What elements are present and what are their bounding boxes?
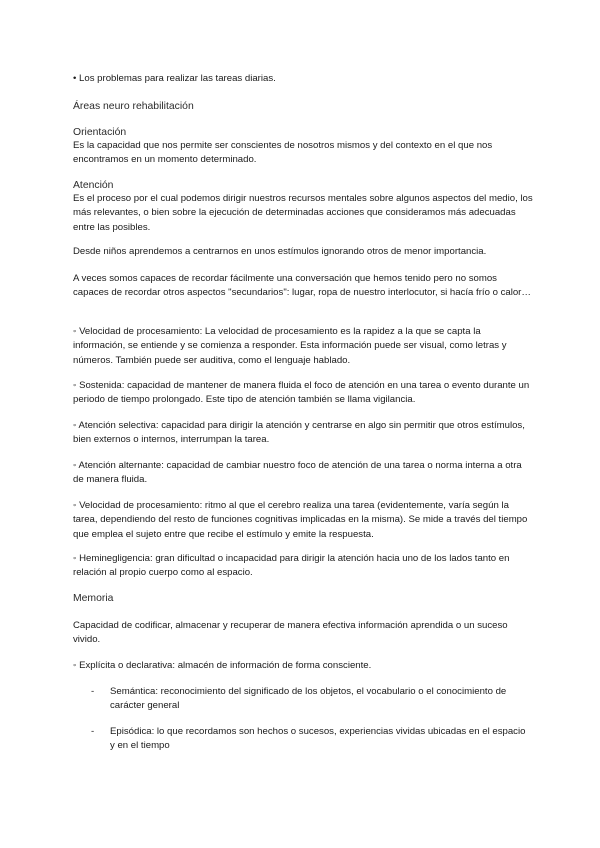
bullet-heminegligencia: ◦ Heminegligencia: gran dificultad o incapacidad para dirigir la atención hacia uno de los lados tanto en relación al propio cuerpo como al espacio. — [73, 553, 510, 579]
bullet-atencion-alternante: ◦ Atención alternante: capacidad de cambiar nuestro foco de atención de una tarea o norma interna a otra de manera fluida. — [73, 460, 522, 486]
paragraph-memoria: Capacidad de codificar, almacenar y recuperar de manera efectiva información aprendida o un suceso vivido. — [73, 620, 508, 646]
sublist-item-semantica — [91, 685, 531, 714]
sublist-item-episodica — [91, 725, 531, 754]
paragraph-orientacion: Es la capacidad que nos permite ser conscientes de nosotros mismos y del contexto en el que nos encontramos en un momento determinado. — [73, 140, 493, 166]
paragraph-atencion: Es el proceso por el cual podemos dirigir nuestros recursos mentales sobre algunos aspectos del medio, los más relevantes, o bien sobre la ejecución de determinadas acciones que consideramos más adecuadas entre las posibles. — [73, 193, 533, 233]
dash-marker: - — [91, 726, 95, 737]
section-heading-atencion: Atención — [73, 180, 114, 191]
section-heading-orientacion: Orientación — [73, 127, 127, 138]
sublist-text-semantica: Semántica: reconocimiento del significado de los objetos, el vocabulario o el conocimiento de carácter general — [110, 686, 507, 712]
section-heading-memoria: Memoria — [73, 593, 114, 604]
bullet-velocidad-procesamiento-2: ◦ Velocidad de procesamiento: ritmo al que el cerebro realiza una tarea (evidentemente, varía según la tarea, dependiendo del resto de funciones cognitivas implicadas en la misma). Se mide a través del tiempo que emplea el sujeto entre que recibe el estímulo y emite la respuesta. — [73, 500, 528, 540]
bullet-problemas: • Los problemas para realizar las tareas diarias. — [73, 73, 276, 84]
bullet-sostenida: ◦ Sostenida: capacidad de mantener de manera fluida el foco de atención en una tarea o evento durante un periodo de tiempo prolongado. Este tipo de atención también se llama vigilancia. — [73, 380, 530, 406]
sublist-text-episodica: Episódica: lo que recordamos son hechos o sucesos, experiencias vividas ubicadas en el espacio y en el tiempo — [110, 726, 526, 752]
dash-marker: - — [91, 686, 95, 697]
bullet-atencion-selectiva: ◦ Atención selectiva: capacidad para dirigir la atención y centrarse en algo sin permitir que otros estímulos, bien externos o internos, interrumpan la tarea. — [73, 420, 525, 446]
bullet-velocidad-procesamiento-1: ◦ Velocidad de procesamiento: La velocidad de procesamiento es la rapidez a la que se capta la información, se entiende y se comienza a responder. Esta información puede ser visual, como letras y números. También puede ser auditiva, como el lenguaje hablado. — [73, 326, 507, 366]
paragraph-ninos: Desde niños aprendemos a centrarnos en unos estímulos ignorando otros de menor importancia. — [73, 246, 487, 257]
bullet-explicita: ◦ Explícita o declarativa: almacén de información de forma consciente. — [73, 660, 372, 671]
section-heading-areas: Áreas neuro rehabilitación — [73, 101, 194, 112]
paragraph-aveces: A veces somos capaces de recordar fácilmente una conversación que hemos tenido pero no somos capaces de recordar otros aspectos "secundarios": lugar, ropa de nuestro interlocutor, si hacía frío o calor… — [73, 273, 531, 299]
